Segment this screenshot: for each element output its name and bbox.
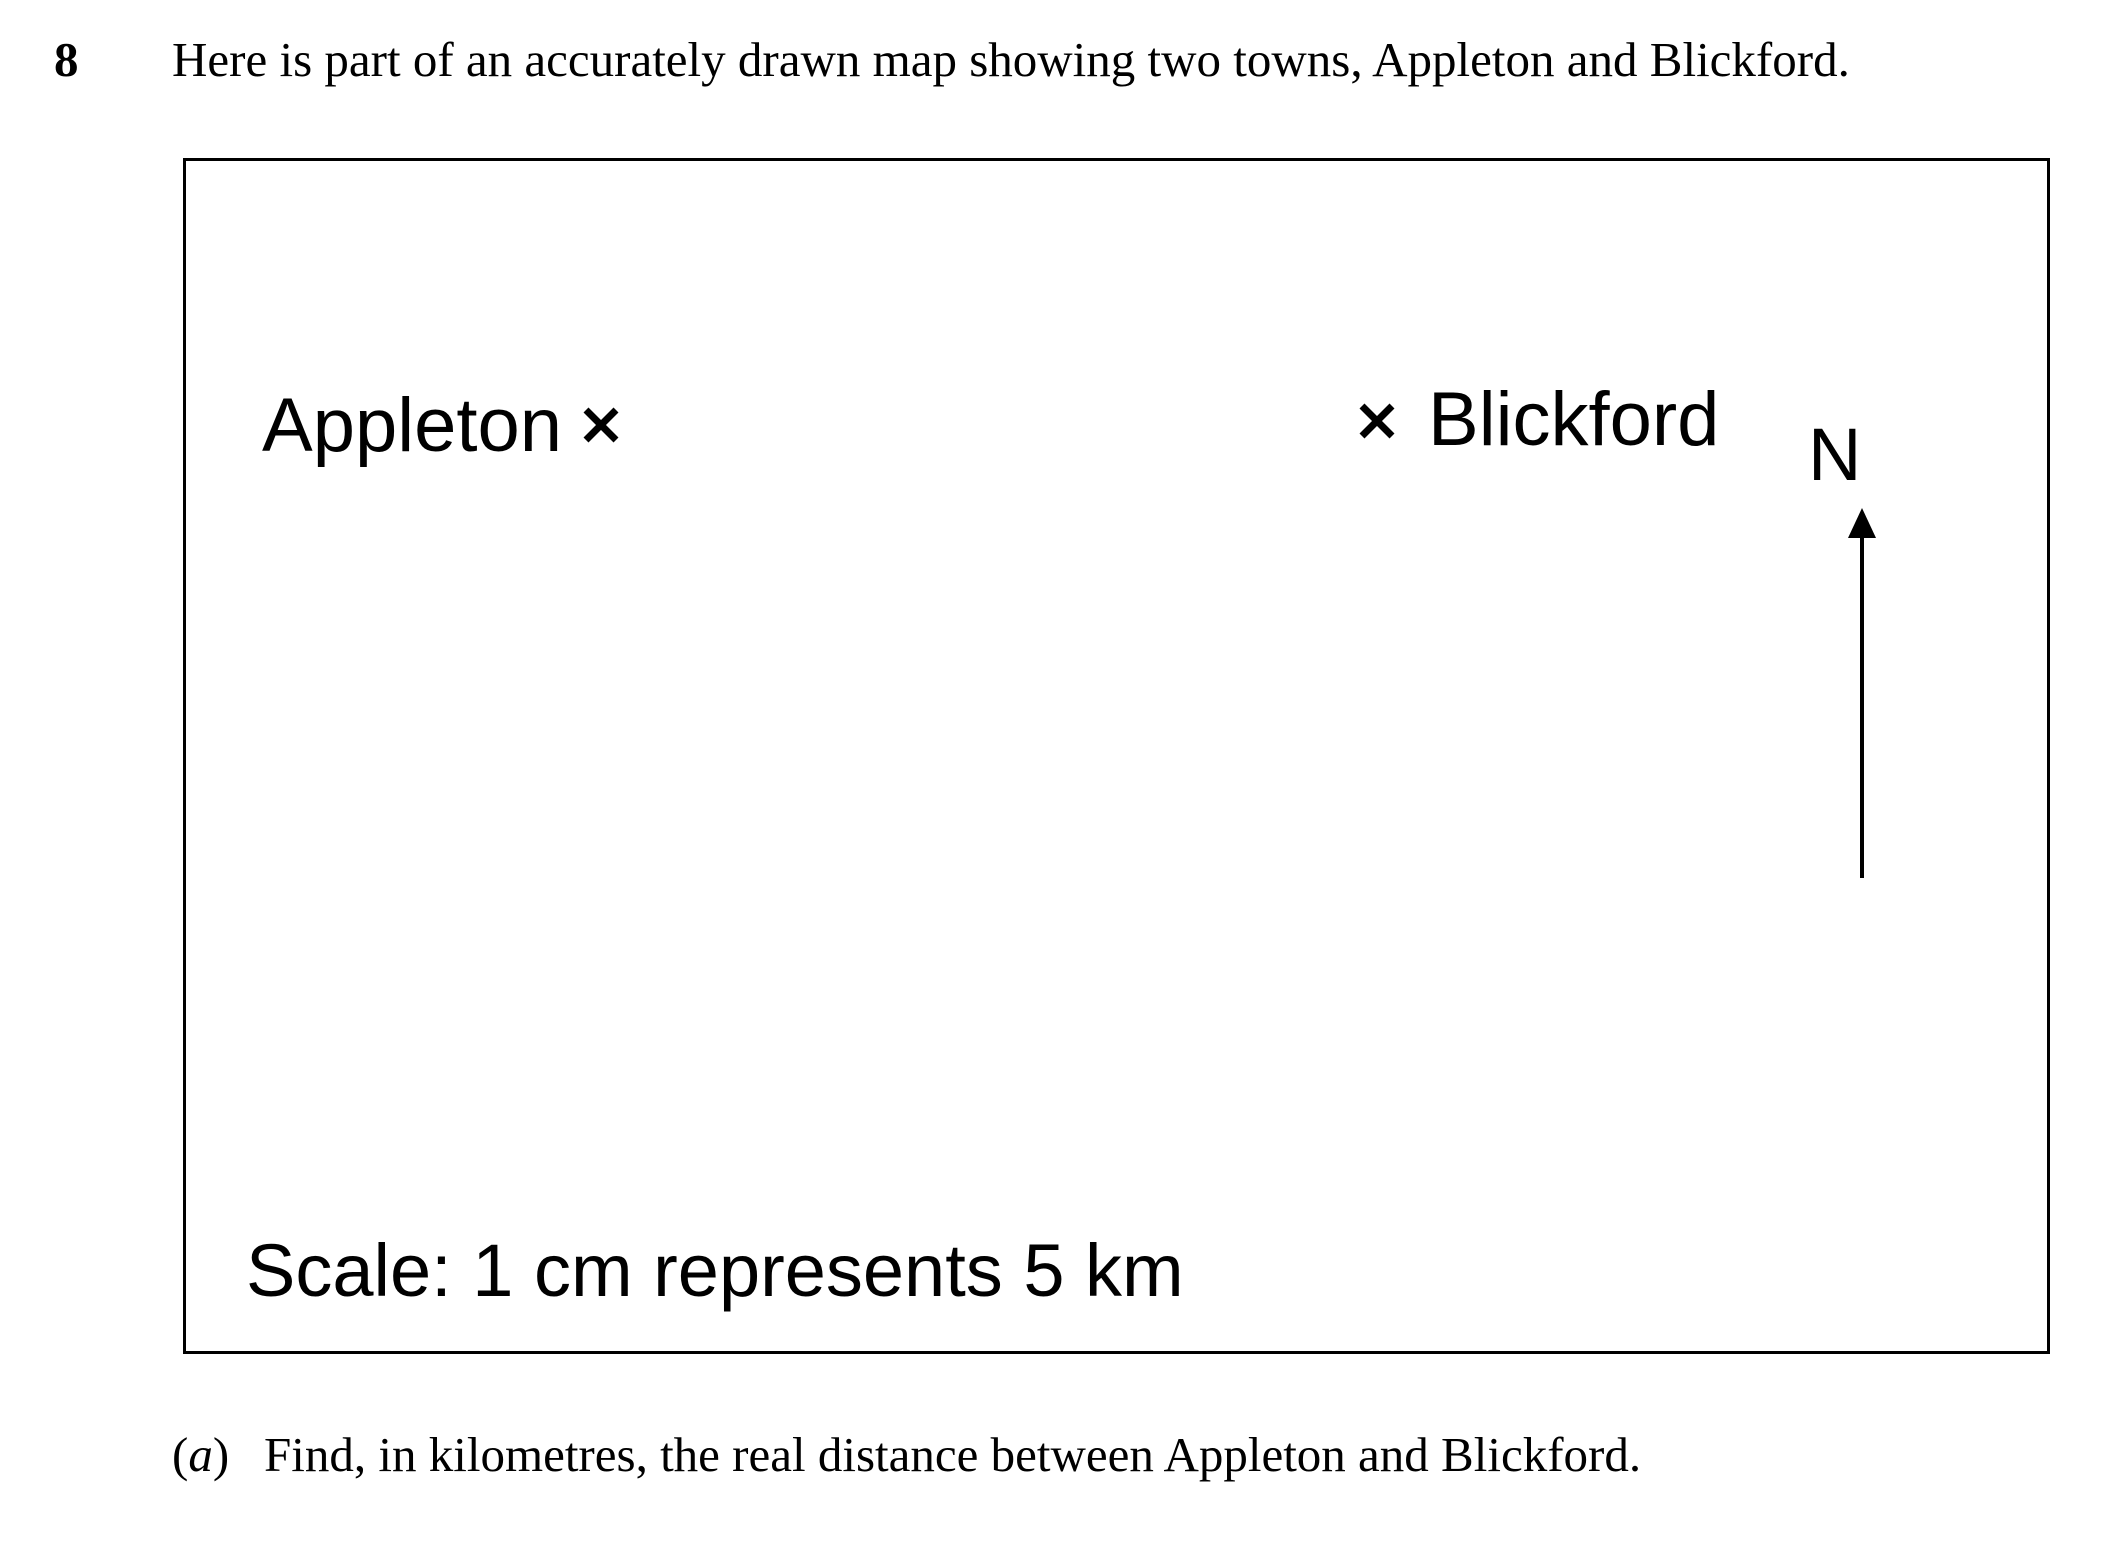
blickford-cross-icon	[1362, 406, 1392, 436]
north-arrow-icon	[1848, 508, 1876, 878]
question-part-a	[172, 1425, 1641, 1485]
part-a-text: Find, in kilometres, the real distance between Appleton and Blickford.	[264, 1427, 1642, 1482]
north-label: N	[1808, 413, 1862, 496]
part-a-label: (a)	[172, 1427, 230, 1482]
question-number: 8	[54, 32, 79, 87]
scale-text: Scale: 1 cm represents 5 km	[246, 1229, 1184, 1312]
town-label-blickford: Blickford	[1428, 377, 1720, 462]
appleton-cross-icon	[586, 410, 616, 440]
question-intro: Here is part of an accurately drawn map showing two towns, Appleton and Blickford.	[172, 32, 1850, 87]
town-label-appleton: Appleton	[262, 383, 563, 468]
